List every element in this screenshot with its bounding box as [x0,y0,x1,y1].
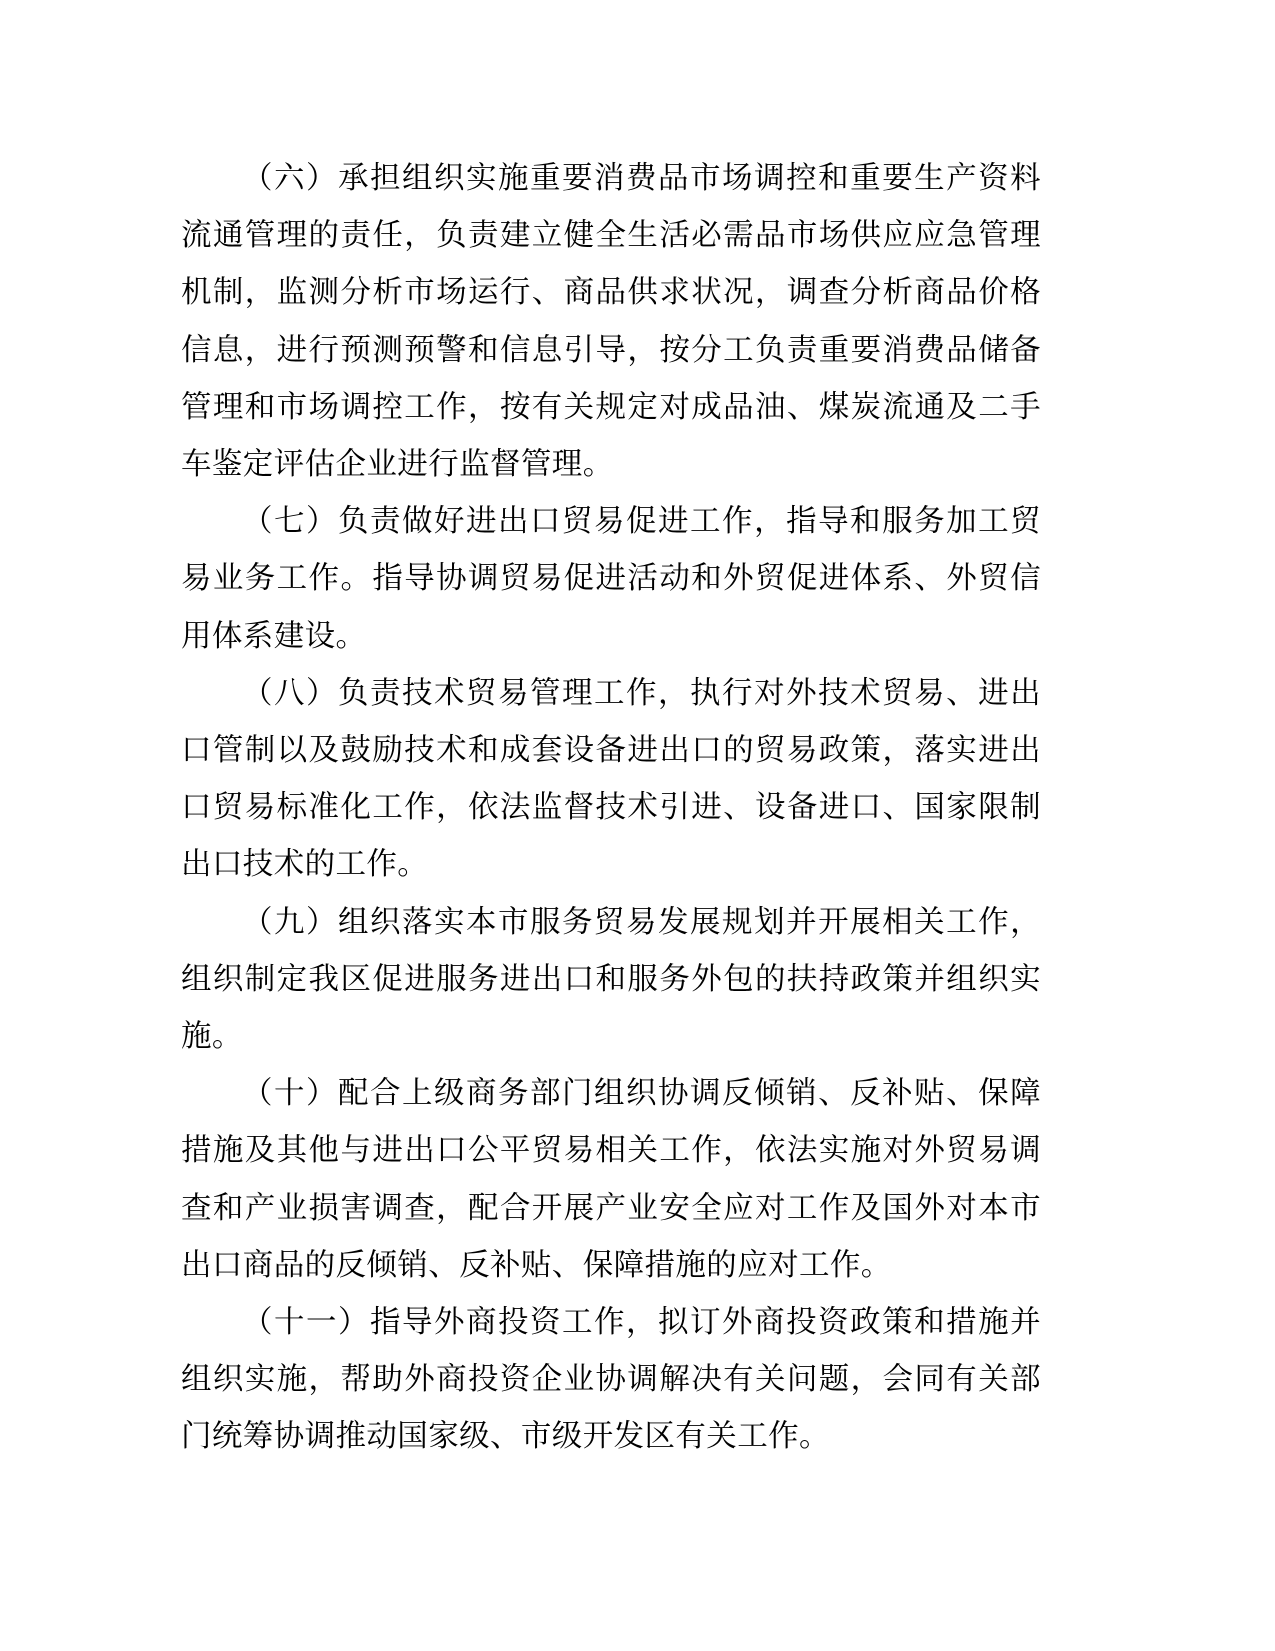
paragraph-8: （八）负责技术贸易管理工作，执行对外技术贸易、进出口管制以及鼓励技术和成套设备进出口的贸易政策，落实进出口贸易标准化工作，依法监督技术引进、设备进口、国家限制出口技术的工作。 [181,675,1041,883]
paragraph-10: （十）配合上级商务部门组织协调反倾销、反补贴、保障措施及其他与进出口公平贸易相关工作，依法实施对外贸易调查和产业损害调查，配合开展产业安全应对工作及国外对本市出口商品的反倾销、反补贴、保障措施的应对工作。 [181,1076,1041,1283]
paragraph-11: （十一）指导外商投资工作，拟订外商投资政策和措施并组织实施，帮助外商投资企业协调解决有关问题，会同有关部门统筹协调推动国家级、市级开发区有关工作。 [181,1305,1041,1455]
paragraph-7: （七）负责做好进出口贸易促进工作，指导和服务加工贸易业务工作。指导协调贸易促进活动和外贸促进体系、外贸信用体系建设。 [181,504,1041,654]
paragraph-9: （九）组织落实本市服务贸易发展规划并开展相关工作，组织制定我区促进服务进出口和服务外包的扶持政策并组织实施。 [181,904,1041,1055]
paragraph-6: （六）承担组织实施重要消费品市场调控和重要生产资料流通管理的责任，负责建立健全生活必需品市场供应应急管理机制，监测分析市场运行、商品供求状况，调查分析商品价格信息，进行预测预警和信息引导，按分工负责重要消费品储备管理和市场调控工作，按有关规定对成品油、煤炭流通及二手车鉴定评估企业进行监督管理。 [181,161,1041,483]
document-body [181,150,1041,1466]
